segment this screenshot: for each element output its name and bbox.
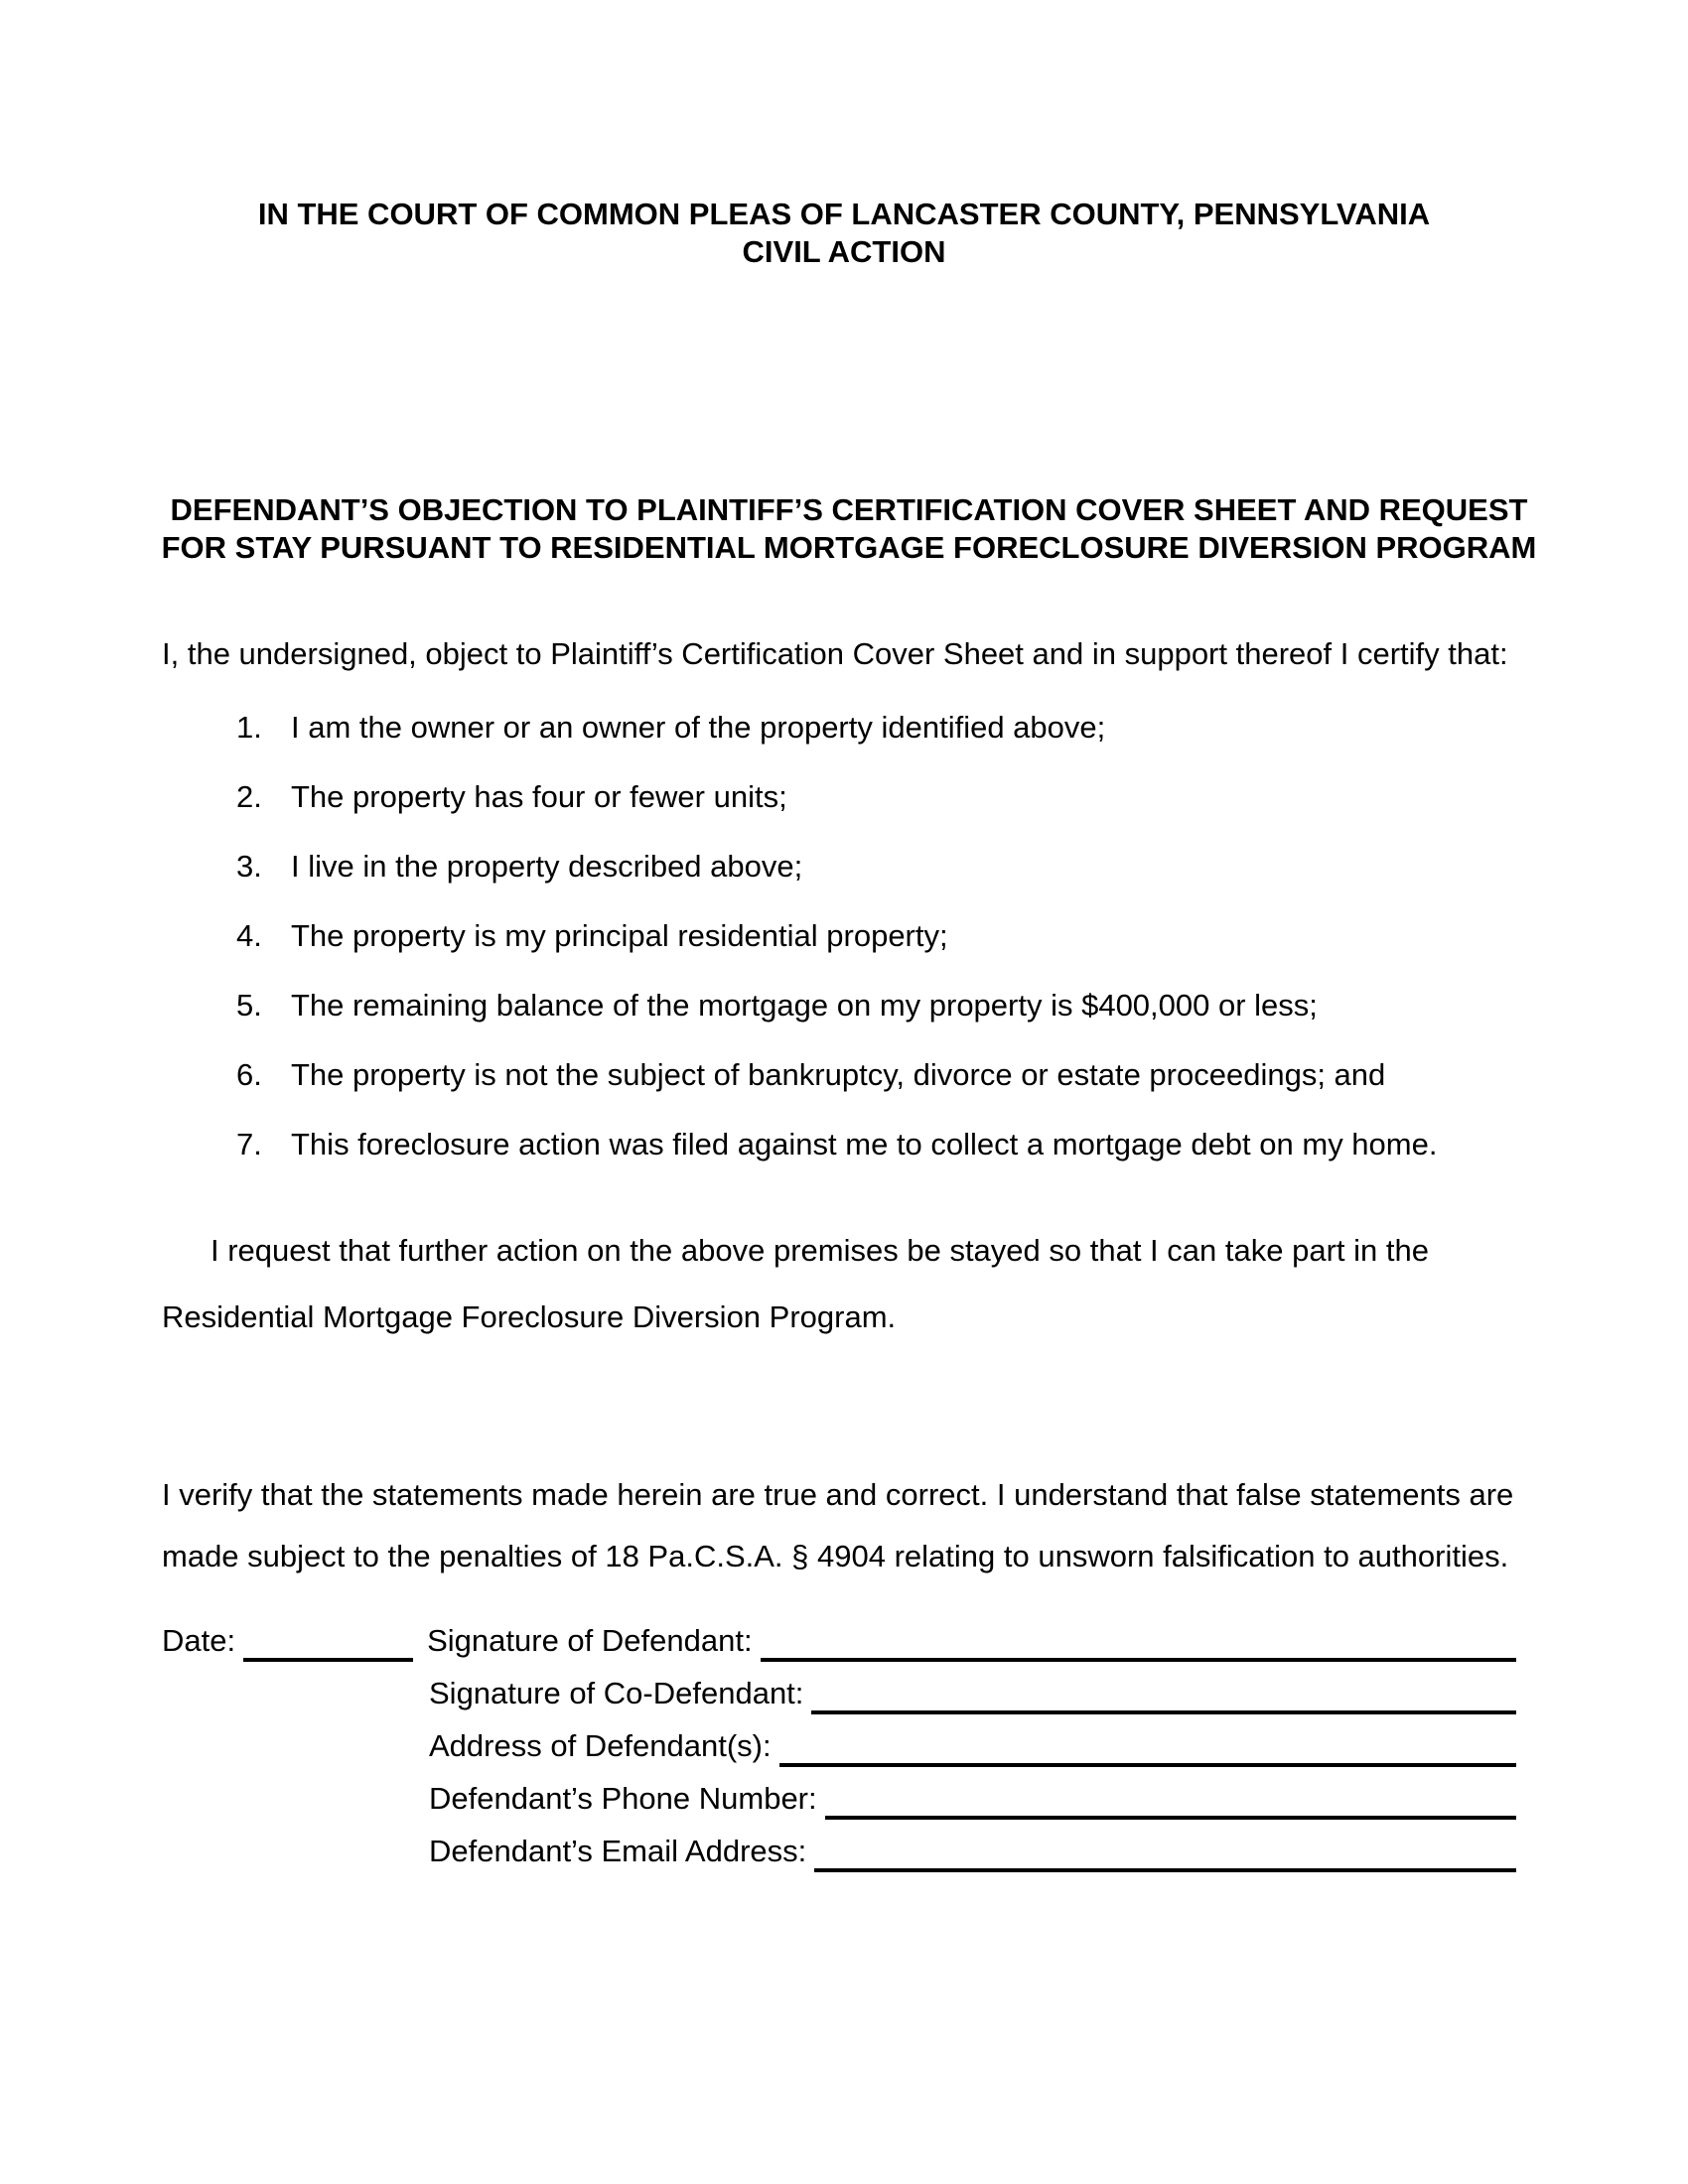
- court-name: IN THE COURT OF COMMON PLEAS OF LANCASTER COUNTY, PENNSYLVANIA: [257, 197, 1431, 231]
- list-item: [162, 780, 1612, 850]
- request-paragraph: [162, 1217, 1631, 1350]
- list-item-text: The property is not the subject of bankruptcy, divorce or estate proceedings; and: [291, 1057, 1386, 1092]
- defendants-phone-number-label: Defendant’s Phone Number:: [429, 1781, 817, 1816]
- signature-row-co-defendant: [162, 1662, 1516, 1714]
- signature-row-phone: [162, 1767, 1516, 1820]
- verification-paragraph: [162, 1464, 1631, 1587]
- date-label: Date:: [162, 1623, 236, 1658]
- list-item: [162, 1058, 1612, 1128]
- page-title-line-2: FOR STAY PURSUANT TO RESIDENTIAL MORTGAGE FORECLOSURE DIVERSION PROGRAM: [161, 530, 1537, 565]
- list-item: [162, 1128, 1612, 1197]
- verification-paragraph-line-1: I verify that the statements made herein are true and correct. I understand that false statements are: [162, 1477, 1514, 1512]
- action-type: CIVIL ACTION: [742, 234, 946, 269]
- list-item-number: 1.: [236, 710, 262, 745]
- list-item-number: 7.: [236, 1127, 262, 1161]
- request-paragraph-line-2: Residential Mortgage Foreclosure Diversion Program.: [162, 1299, 897, 1334]
- list-item-text: The property has four or fewer units;: [291, 779, 787, 814]
- address-of-defendants-blank-line: [779, 1763, 1516, 1767]
- defendants-email-address-blank-line: [814, 1868, 1516, 1872]
- list-item-text: I live in the property described above;: [291, 849, 803, 884]
- list-item-number: 5.: [236, 988, 262, 1023]
- court-header: [0, 196, 1688, 271]
- date-blank-line: [243, 1658, 413, 1662]
- certification-list: [162, 711, 1612, 1197]
- list-item-text: The property is my principal residential property;: [291, 918, 948, 953]
- page-title-line-1: DEFENDANT’S OBJECTION TO PLAINTIFF’S CERTIFICATION COVER SHEET AND REQUEST: [170, 492, 1528, 527]
- list-item-number: 6.: [236, 1057, 262, 1092]
- signature-of-co-defendant-blank-line: [811, 1710, 1516, 1714]
- signature-of-defendant-blank-line: [761, 1658, 1516, 1662]
- list-item-number: 2.: [236, 779, 262, 814]
- list-item: [162, 850, 1612, 919]
- signature-row-date-defendant: [162, 1609, 1516, 1662]
- signature-of-co-defendant-label: Signature of Co-Defendant:: [429, 1676, 804, 1710]
- page-title: [10, 491, 1688, 567]
- list-item-text: The remaining balance of the mortgage on my property is $400,000 or less;: [291, 988, 1318, 1023]
- signature-section: [162, 1609, 1516, 1872]
- defendants-email-address-label: Defendant’s Email Address:: [429, 1834, 807, 1868]
- defendants-phone-number-blank-line: [825, 1816, 1516, 1820]
- signature-row-address: [162, 1714, 1516, 1767]
- address-of-defendants-label: Address of Defendant(s):: [429, 1728, 772, 1763]
- list-item-text: I am the owner or an owner of the property identified above;: [291, 710, 1106, 745]
- request-paragraph-line-1: I request that further action on the above premises be stayed so that I can take part in the: [211, 1233, 1429, 1268]
- list-item: [162, 919, 1612, 989]
- list-item-number: 4.: [236, 918, 262, 953]
- verification-paragraph-line-2: made subject to the penalties of 18 Pa.C.S.A. § 4904 relating to unsworn falsification to authorities.: [162, 1539, 1509, 1573]
- signature-of-defendant-label: Signature of Defendant:: [427, 1623, 753, 1658]
- list-item: [162, 989, 1612, 1058]
- signature-row-email: [162, 1820, 1516, 1872]
- list-item: [162, 711, 1612, 780]
- list-item-text: This foreclosure action was filed against me to collect a mortgage debt on my home.: [291, 1127, 1438, 1161]
- intro-paragraph: I, the undersigned, object to Plaintiff’s Certification Cover Sheet and in support thereof I certify that:: [162, 636, 1508, 671]
- list-item-number: 3.: [236, 849, 262, 884]
